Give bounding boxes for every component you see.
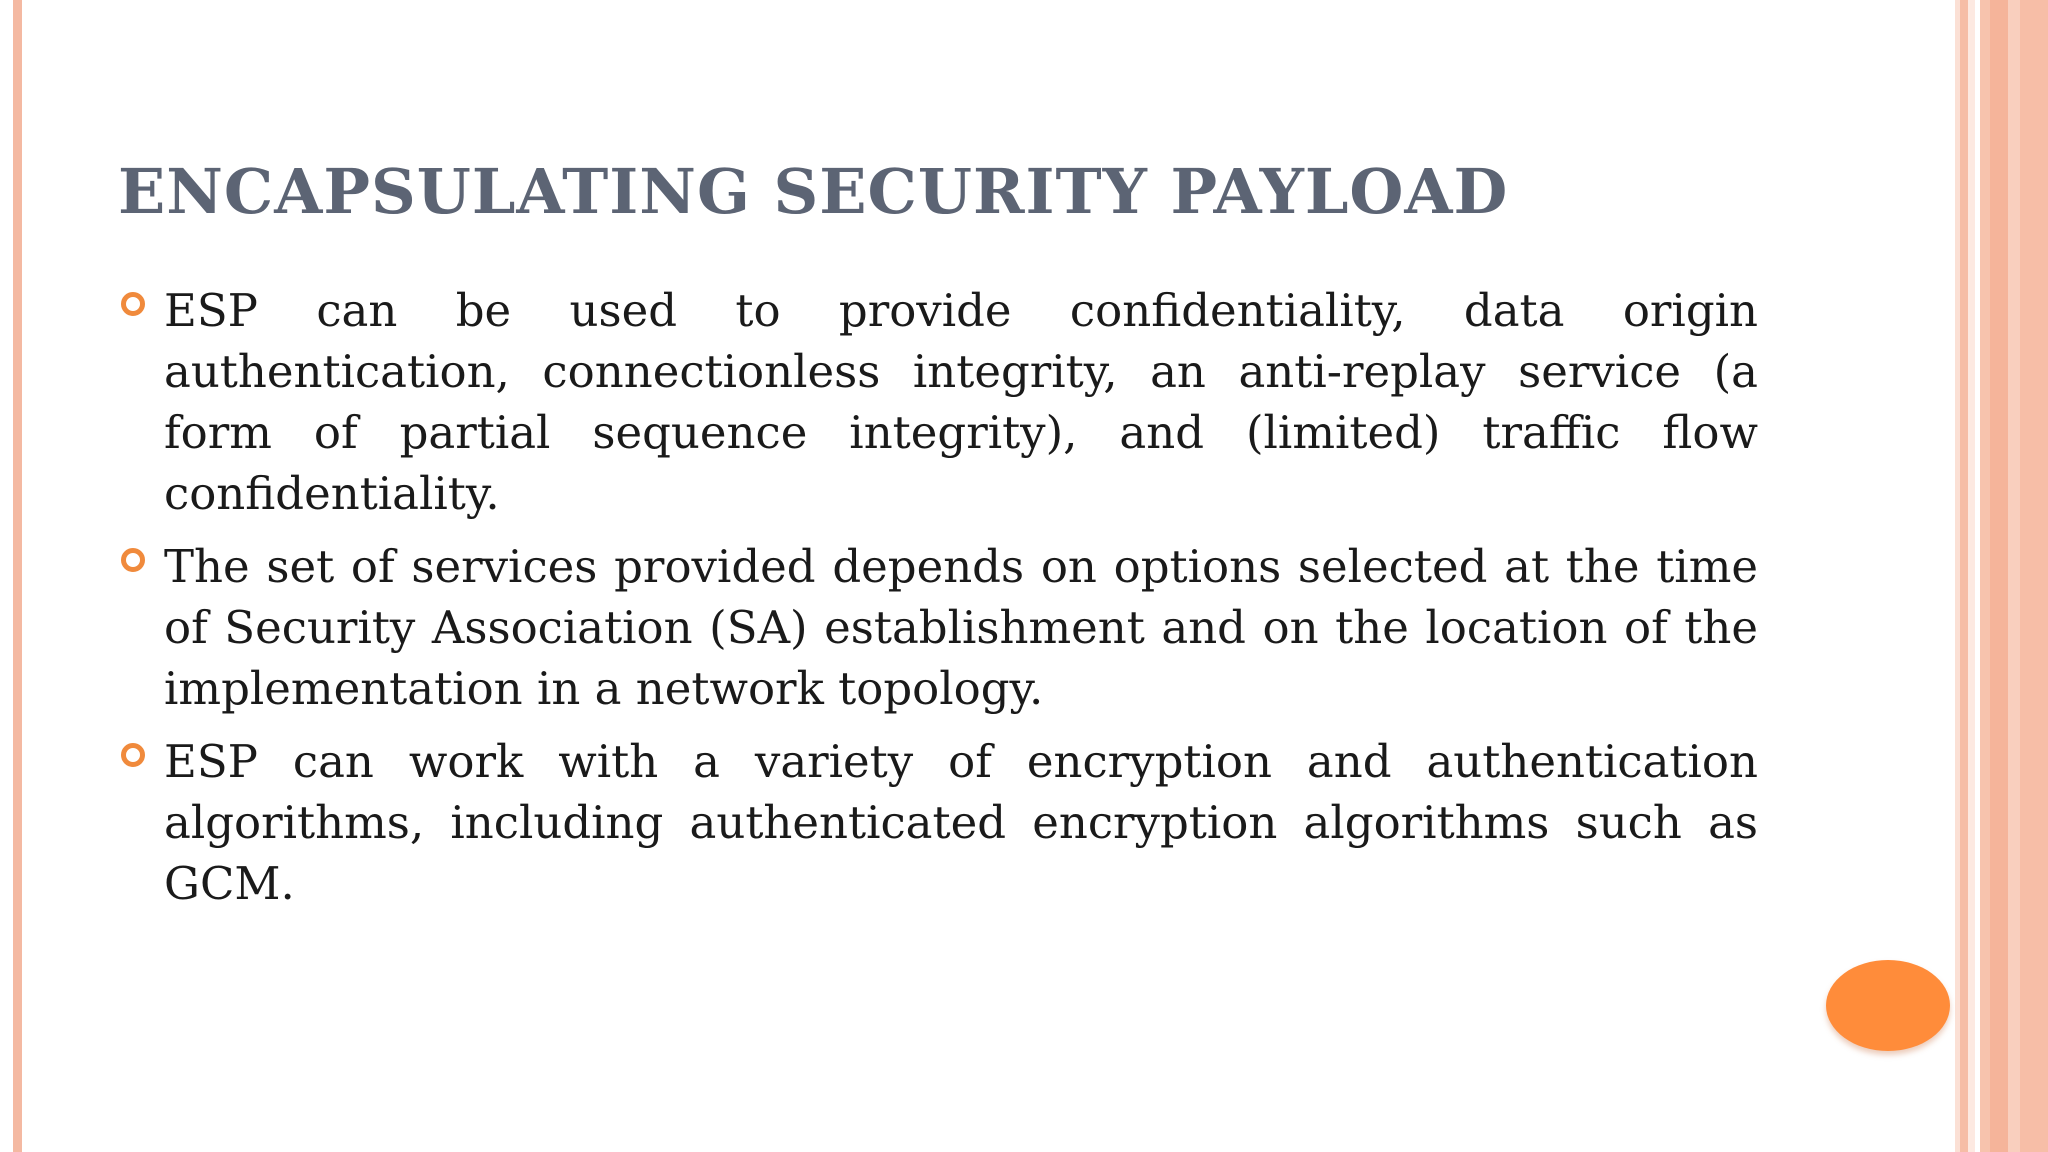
circle-bullet-icon [121,743,145,767]
bullet-text: ESP can be used to provide confidentiality, data origin authentication, connectionless integrity, an anti-replay service (a form of partial sequence integrity), and (limited) traffic flow confidentiality. [164,284,1758,520]
right-border-stripes [1955,0,2048,1152]
bullet-item [118,731,1758,914]
stripe [1960,0,1968,1152]
bullet-text: ESP can work with a variety of encryption and authentication algorithms, including authenticated encryption algorithms such as GCM. [164,735,1758,910]
bullet-item [118,280,1758,524]
bullet-text: The set of services provided depends on options selected at the time of Security Association (SA) establishment and on the location of the implementation in a network topology. [164,540,1758,715]
stripe [2020,0,2048,1152]
left-border-stripe [13,0,22,1152]
stripe [1968,0,1975,1152]
circle-bullet-icon [121,292,145,316]
stripe [1980,0,1990,1152]
bullet-item [118,536,1758,719]
circle-bullet-icon [121,548,145,572]
stripe [2008,0,2020,1152]
bullet-list [118,280,1758,926]
stripe [1990,0,2008,1152]
orange-circle-decoration [1826,960,1950,1051]
slide-title: ENCAPSULATING SECURITY PAYLOAD [118,155,1509,228]
